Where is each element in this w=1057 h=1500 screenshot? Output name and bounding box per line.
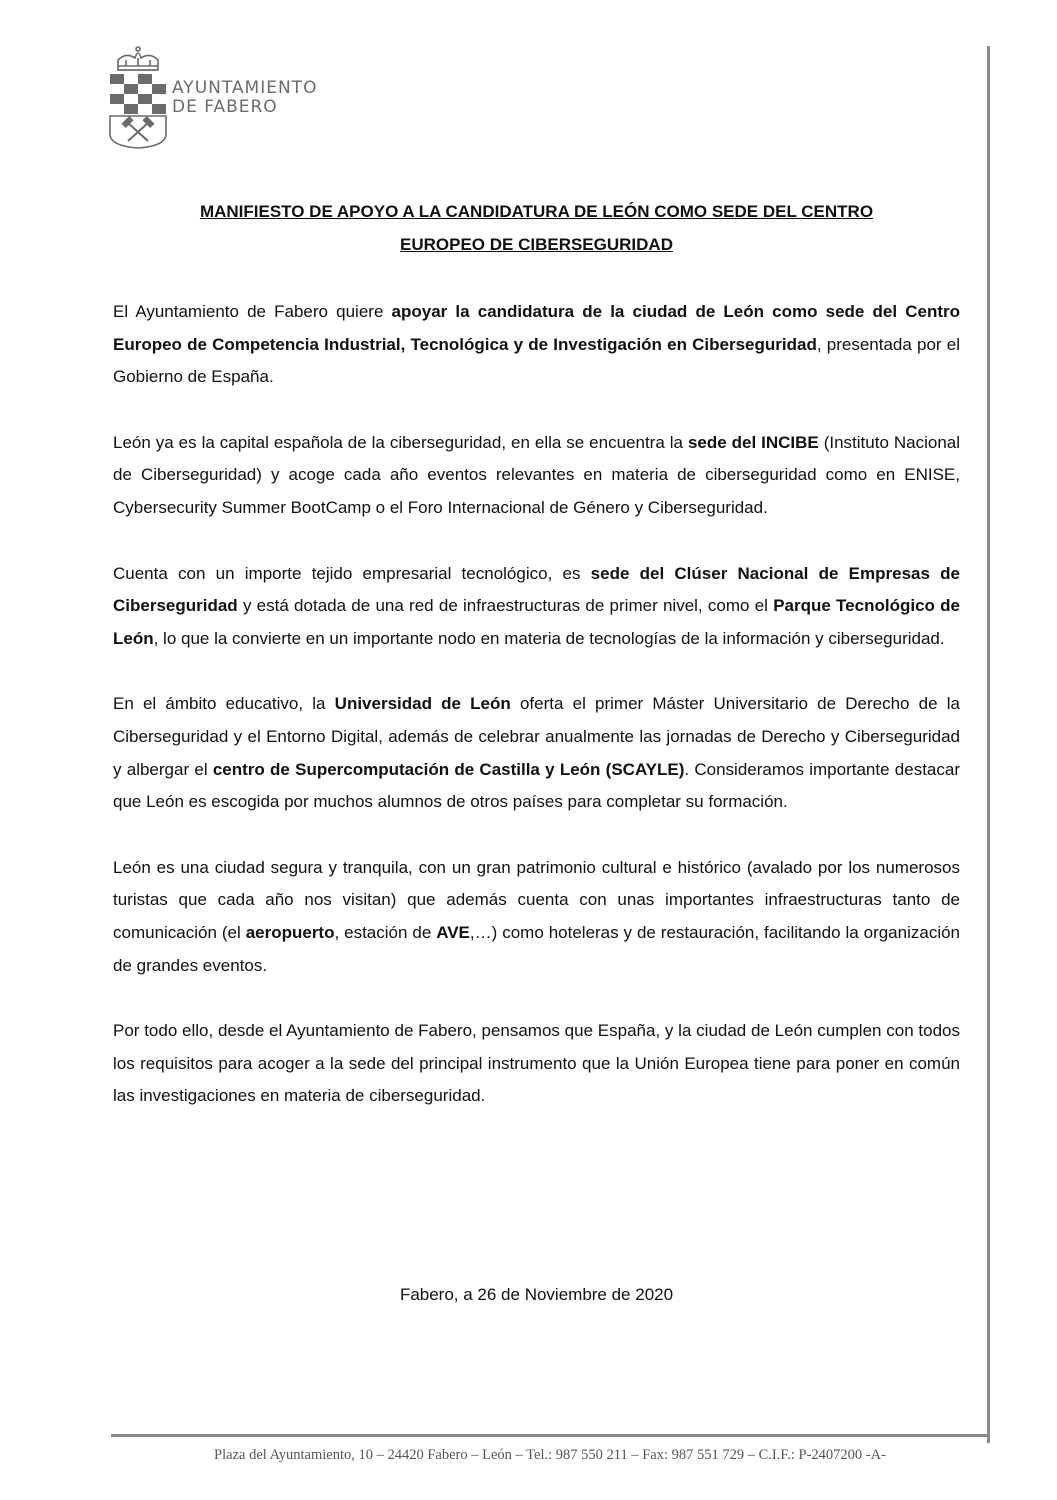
document-body [113,296,960,1146]
bold-text-run: centro de Supercomputación de Castilla y León (SCAYLE) [212,759,685,779]
bold-text-run: aeropuerto [245,922,335,942]
bold-text-run: sede del INCIBE [687,432,819,452]
municipal-logo [108,46,358,150]
crossed-hammers-icon [123,117,153,141]
text-run: Por todo ello, desde el Ayuntamiento de Fabero, pensamos que España, y la ciudad de León cumplen con todos los requisitos para acoger a la sede del principal instrumento que la Unión Europea tiene para poner en común las investigaciones en materia de ciberseguridad. [113,1021,960,1106]
bold-text-run: sede del Clúser Nacional de Empresas de Ciberseguridad [113,563,960,616]
bold-text-run: Universidad de León [334,694,511,714]
bold-text-run: AVE [436,922,470,942]
coat-of-arms-icon [108,46,168,150]
organization-name [172,79,317,117]
text-run: , estación de [334,922,437,942]
body-paragraph [113,296,960,394]
footer-rule [111,1434,989,1437]
body-paragraph [113,1015,960,1113]
text-run: León ya es la capital española de la ciberseguridad, en ella se encuentra la [113,432,688,452]
document-title-line1: MANIFIESTO DE APOYO A LA CANDIDATURA DE LEÓN COMO SEDE DEL CENTRO [199,202,874,221]
text-run: y está dotada de una red de infraestructuras de primer nivel, como el [237,596,774,616]
body-paragraph [113,427,960,525]
organization-name-line1: AYUNTAMIENTO [172,78,318,98]
body-paragraph [113,688,960,818]
organization-name-line2: DE FABERO [172,97,278,117]
text-run: León es una ciudad segura y tranquila, con un gran patrimonio cultural e histórico (avalado por los numerosos turistas que cada año nos visitan) que además cuenta con unas importantes infraestructuras tanto de comunicación (el [113,857,960,942]
text-run: , lo que la convierte en un importante nodo en materia de tecnologías de la información y ciberseguridad. [153,628,945,648]
page-right-rule [987,46,990,1443]
text-run: ,…) como hoteleras y de restauración, facilitando la organización de grandes eventos. [113,922,961,975]
text-run: El Ayuntamiento de Fabero quiere [113,302,392,321]
text-run: . Consideramos importante destacar que León es escogida por muchos alumnos de otros países para completar su formación. [113,759,960,812]
text-run: , presentada por el Gobierno de España. [113,334,960,387]
bold-text-run: apoyar la candidatura de la ciudad de León como sede del Centro Europeo de Competencia Industrial, Tecnológica y de Investigación en Ciberseguridad [113,302,961,354]
date-line: Fabero, a 26 de Noviembre de 2020 [399,1285,674,1304]
text-run: En el ámbito educativo, la [113,694,335,714]
footer-address: Plaza del Ayuntamiento, 10 – 24420 Fabero – León – Tel.: 987 550 211 – Fax: 987 551 729 – C.I.F.: P-2407200 -A- [214,1447,886,1463]
bold-text-run: Parque Tecnológico de León [113,596,960,648]
text-run: Cuenta con un importe tejido empresarial tecnológico, es [113,563,591,583]
checkered-shield-icon [110,74,166,114]
body-paragraph [113,558,960,656]
document-title-line2: EUROPEO DE CIBERSEGURIDAD [400,235,673,254]
text-run: oferta el primer Máster Universitario de Derecho de la Ciberseguridad y el Entorno Digital, además de celebrar anualmente las jornadas de Derecho y Ciberseguridad y albergar el [113,694,960,779]
body-paragraph [113,852,960,982]
document-title [113,195,960,261]
text-run: (Instituto Nacional de Ciberseguridad) y acoge cada año eventos relevantes en materia de ciberseguridad como en ENISE, Cybersecurity Summer BootCamp o el Foro Internacional de Género y Ciberseguridad. [113,432,961,517]
crown-icon [118,47,158,70]
